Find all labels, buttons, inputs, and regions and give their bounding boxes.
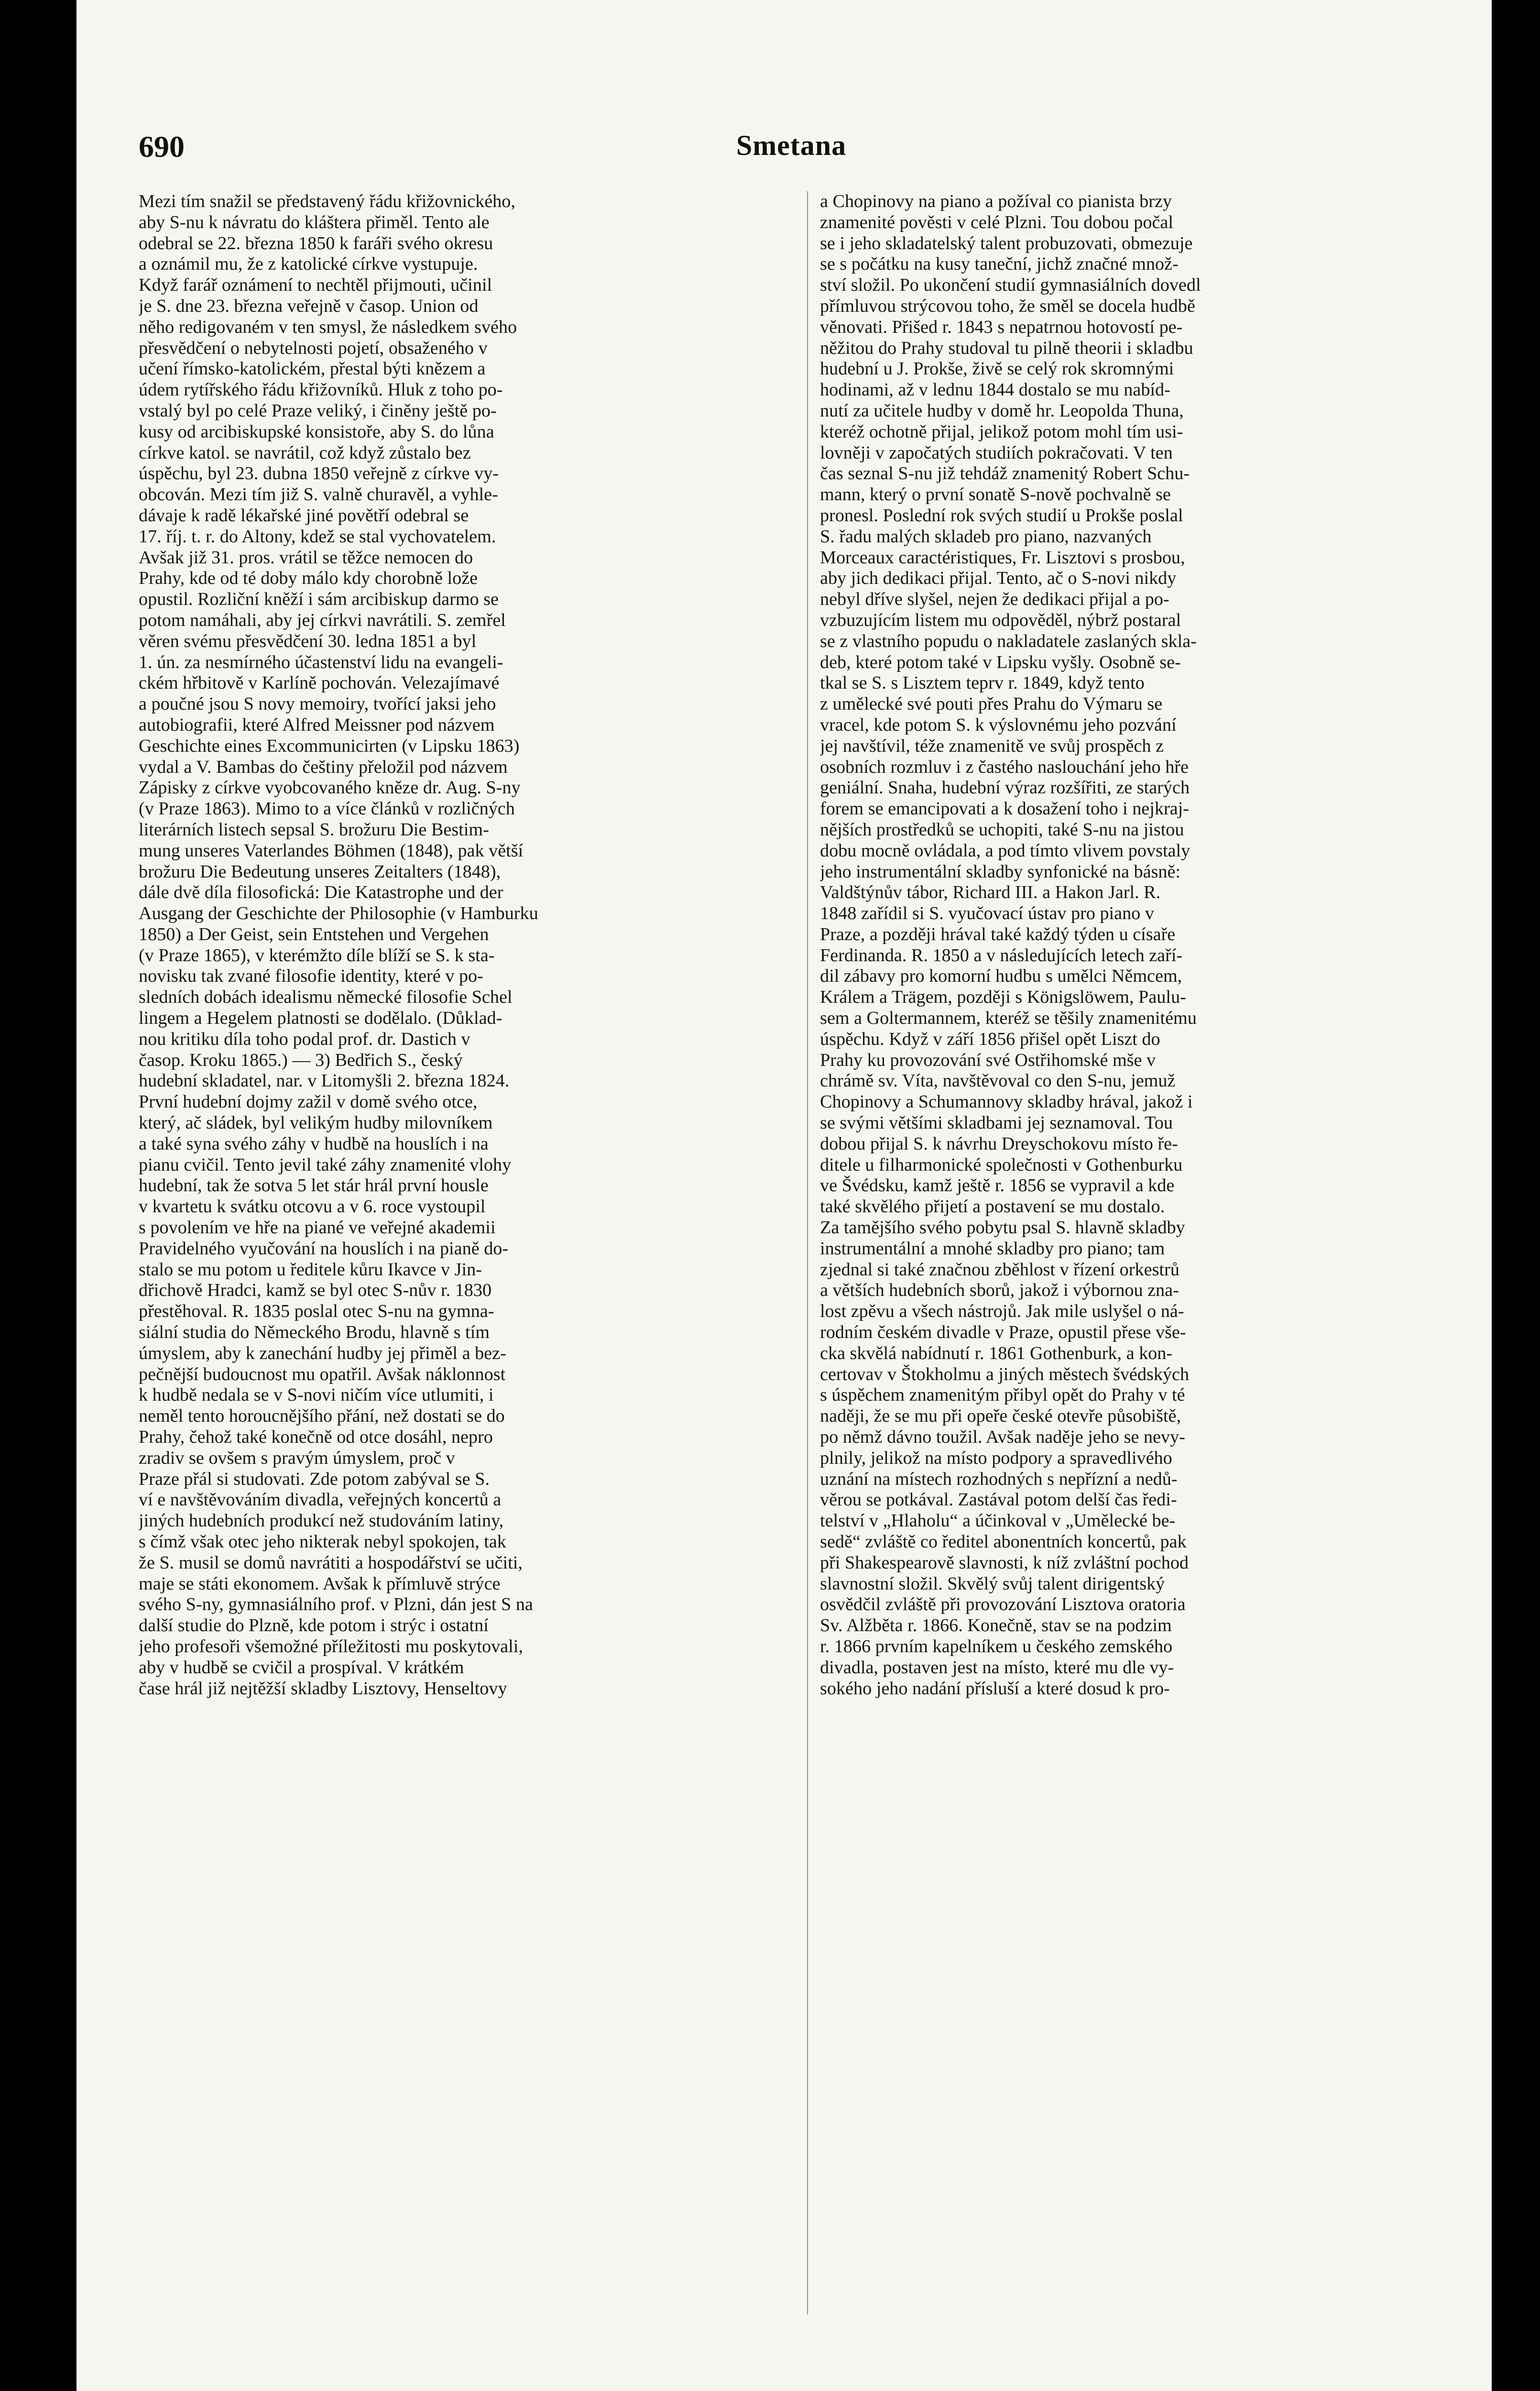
text-line: Morceaux caractéristiques, Fr. Lisztovi s prosbou, <box>820 547 1185 568</box>
text-line: První hudební dojmy zažil v domě svého otce, <box>139 1092 478 1112</box>
text-line: že S. musil se domů navrátiti a hospodářství se učiti, <box>139 1552 523 1573</box>
text-line: tkal se S. s Lisztem teprv r. 1849, když tento <box>820 673 1145 693</box>
text-line: se svými většími skladbami jej seznamoval. Tou <box>820 1113 1173 1133</box>
text-line: Králem a Trägem, později s Königslöwem, Paulu- <box>820 987 1186 1008</box>
text-line: kteréž ochotně přijal, jelikož potom mohl tím usi- <box>820 421 1183 442</box>
text-line: úspěchu, byl 23. dubna 1850 veřejně z církve vy- <box>139 463 499 484</box>
text-line: ditele u filharmonické společnosti v Gothenburku <box>820 1154 1183 1175</box>
text-line: ství složil. Po ukončení studií gymnasiálních dovedl <box>820 275 1201 296</box>
text-line: další studie do Plzně, kde potom i strýc i ostatní <box>139 1615 489 1636</box>
text-line: Zápisky z církve vyobcovaného kněze dr. Aug. S-ny <box>139 778 521 798</box>
text-line: deb, které potom také v Lipsku vyšly. Osobně se- <box>820 652 1181 672</box>
text-line: znamenité pověsti v celé Plzni. Tou dobou počal <box>820 212 1173 232</box>
text-line: kusy od arcibiskupské konsistoře, aby S. do lůna <box>139 421 494 442</box>
text-line: se z vlastního popudu o nakladatele zaslaných skla- <box>820 631 1197 651</box>
text-line: literárních listech sepsal S. brožuru Die Bestim- <box>139 819 489 840</box>
text-line: úmyslem, aby k zanechání hudby jej přiměl a bez- <box>139 1343 506 1363</box>
page-number: 690 <box>139 130 185 164</box>
text-line: aby v hudbě se cvičil a prospíval. V krátkém <box>139 1657 464 1678</box>
text-line: čase hrál již nejtěžší skladby Lisztovy, Henseltovy <box>139 1678 507 1699</box>
text-line: hudební u J. Prokše, živě se celý rok skromnými <box>820 359 1174 379</box>
text-line: Pravidelného vyučování na houslích i na pianě do- <box>139 1238 509 1259</box>
text-line: rodním českém divadle v Praze, opustil přese vše- <box>820 1322 1186 1343</box>
text-line: vzbuzujícím listem mu odpověděl, nýbrž postaral <box>820 610 1181 630</box>
column-divider <box>807 191 808 2314</box>
text-line: aby jich dedikaci přijal. Tento, ač o S-novi nikdy <box>820 568 1177 589</box>
text-line: neměl tento horoucnějšího přání, než dostati se do <box>139 1406 505 1426</box>
text-line: nutí za učitele hudby v domě hr. Leopolda Thuna, <box>820 400 1184 421</box>
text-line: přímluvou strýcovou toho, že směl se docela hudbě <box>820 296 1195 316</box>
text-line: přestěhoval. R. 1835 poslal otec S-nu na gymna- <box>139 1301 494 1322</box>
text-line: a Chopinovy na piano a požíval co pianista brzy <box>820 191 1172 211</box>
text-line: instrumentální a mnohé skladby pro piano; tam <box>820 1238 1165 1259</box>
running-head: Smetana <box>736 130 847 161</box>
text-line: siální studia do Německého Brodu, hlavně s tím <box>139 1322 490 1343</box>
text-line: dále dvě díla filosofická: Die Katastrophe und der <box>139 882 503 903</box>
text-line: Geschichte eines Excommunicirten (v Lipsku 1863) <box>139 735 520 756</box>
text-line: Chopinovy a Schumannovy skladby hrával, jakož i <box>820 1092 1193 1112</box>
text-line: odebral se 22. března 1850 k faráři svého okresu <box>139 233 493 253</box>
text-line: autobiografii, které Alfred Meissner pod názvem <box>139 714 495 735</box>
text-line: lingem a Hegelem platnosti se dodělalo. (Důklad- <box>139 1008 502 1029</box>
text-line: pečnější budoucnost mu opatřil. Avšak náklonnost <box>139 1364 506 1384</box>
text-line: Sv. Alžběta r. 1866. Konečně, stav se na podzim <box>820 1615 1172 1636</box>
text-line: po němž dávno toužil. Avšak naděje jeho se nevy- <box>820 1427 1185 1448</box>
text-line: Ferdinanda. R. 1850 a v následujících letech zaří- <box>820 945 1183 965</box>
text-line: (v Praze 1865), v kterémžto díle blíží se S. k sta- <box>139 945 495 965</box>
text-line: se i jeho skladatelský talent probuzovati, obmezuje <box>820 233 1193 253</box>
text-line: nebyl dříve slyšel, nejen že dedikaci přijal a po- <box>820 589 1169 610</box>
text-line: s povolením ve hře na piané ve veřejné akademii <box>139 1217 496 1238</box>
text-line: jeho instrumentální skladby synfonické na básně: <box>820 861 1181 882</box>
text-line: osobních rozmluv i z častého naslouchání jeho hře <box>820 757 1189 777</box>
text-line: sem a Goltermannem, kteréž se těšily znamenitému <box>820 1008 1197 1029</box>
text-line: hodinami, až v lednu 1844 dostalo se mu nabíd- <box>820 380 1170 400</box>
text-line: učení římsko-katolickém, přestal býti knězem a <box>139 359 486 379</box>
text-line: Ausgang der Geschichte der Philosophie (v Hamburku <box>139 903 538 924</box>
text-line: 1848 zařídil si S. vyučovací ústav pro piano v <box>820 903 1154 924</box>
text-line: přesvědčení o nebytelnosti pojetí, obsaženého v <box>139 338 488 358</box>
text-line: údem rytířského řádu křižovníků. Hluk z toho po- <box>139 380 503 400</box>
text-line: osvědčil zvláště při provozování Lisztova oratoria <box>820 1594 1186 1615</box>
text-line: cka skvělá nabídnutí r. 1861 Gothenburk, a kon- <box>820 1343 1173 1363</box>
text-line: 1850) a Der Geist, sein Entstehen und Vergehen <box>139 924 489 944</box>
text-line: úspěchu. Když v září 1856 přišel opět Liszt do <box>820 1029 1160 1049</box>
text-line: dobou přijal S. k návrhu Dreyschokovu místo ře- <box>820 1133 1178 1154</box>
text-line: dil zábavy pro komorní hudbu s umělci Němcem, <box>820 966 1182 987</box>
text-line: nějších prostředků se uchopiti, také S-nu na jistou <box>820 819 1184 840</box>
text-line: a poučné jsou S novy memoiry, tvořící jaksi jeho <box>139 694 496 714</box>
text-line: v kvartetu k svátku otcovu a v 6. roce vystoupil <box>139 1196 486 1217</box>
text-line: z umělecké své pouti přes Prahu do Výmaru se <box>820 694 1163 714</box>
text-line: k hudbě nedala se v S-novi ničím více utlumiti, i <box>139 1385 494 1405</box>
text-line: lovněji v započatých studiích pokračovati. V ten <box>820 442 1173 463</box>
text-line: S. řadu malých skladeb pro piano, nazvaných <box>820 526 1152 547</box>
text-line: plnily, jelikož na místo podpory a spravedlivého <box>820 1448 1172 1468</box>
text-line: Avšak již 31. pros. vrátil se těžce nemocen do <box>139 547 473 568</box>
text-line: čas seznal S-nu již tehdáž znamenitý Robert Schu- <box>820 463 1190 484</box>
text-line: aby S-nu k návratu do kláštera přiměl. Tento ale <box>139 212 490 232</box>
text-line: mung unseres Vaterlandes Böhmen (1848), pak větší <box>139 840 524 861</box>
text-line: obcován. Mezi tím již S. valně churavěl, a vyhle- <box>139 484 498 505</box>
text-line: sedě“ zvláště co ředitel abonentních koncertů, pak <box>820 1532 1187 1552</box>
text-line: geniální. Snaha, hudební výraz rozšířiti, ze starých <box>820 778 1190 798</box>
text-line: divadla, postaven jest na místo, které mu dle vy- <box>820 1657 1174 1678</box>
text-line: 17. říj. t. r. do Altony, kdež se stal vychovatelem. <box>139 526 496 547</box>
text-line: ckém hřbitově v Karlíně pochován. Velezajímavé <box>139 673 500 693</box>
left-text-column <box>139 191 779 1699</box>
text-line: r. 1866 prvním kapelníkem u českého zemského <box>820 1636 1173 1656</box>
text-line: také skvělého přijetí a postavení se mu dostalo. <box>820 1196 1165 1217</box>
text-line: forem se emancipovati a k dosažení toho i nejkraj- <box>820 799 1189 819</box>
text-line: věnovati. Přišed r. 1843 s nepatrnou hotovostí pe- <box>820 317 1183 337</box>
text-line: věrou se potkával. Zastával potom delší čas ředi- <box>820 1490 1177 1510</box>
text-line: dávaje k radě lékařské jiné povětří odebral se <box>139 505 469 526</box>
text-line: novisku tak zvané filosofie identity, které v po- <box>139 966 483 987</box>
text-line: brožuru Die Bedeutung unseres Zeitalters (1848), <box>139 861 501 882</box>
text-line: při Shakespearově slavnosti, k níž zvláštní pochod <box>820 1552 1189 1573</box>
text-line: se s počátku na kusy taneční, jichž značné množ- <box>820 254 1179 274</box>
text-line: Když farář oznámení to nechtěl přijmouti, učinil <box>139 275 492 296</box>
text-line: a oznámil mu, že z katolické církve vystupuje. <box>139 254 478 274</box>
text-line: zradiv se ovšem s pravým úmyslem, proč v <box>139 1448 455 1468</box>
text-line: uznání na místech rozhodných s nepřízní a nedů- <box>820 1469 1178 1489</box>
text-line: jeho profesoři všemožné příležitosti mu poskytovali, <box>139 1636 523 1656</box>
text-line: jej navštívil, téže znamenitě ve svůj prospěch z <box>820 735 1164 756</box>
text-line: hudební skladatel, nar. v Litomyšli 2. března 1824. <box>139 1071 510 1091</box>
text-line: Za tamějšího svého pobytu psal S. hlavně skladby <box>820 1217 1185 1238</box>
text-line: opustil. Rozliční kněží i sám arcibiskup darmo se <box>139 589 499 610</box>
page-header <box>139 129 1444 172</box>
text-line: církve katol. se navrátil, což když zůstalo bez <box>139 442 471 463</box>
text-line: sokého jeho nadání přísluší a které dosud k pro- <box>820 1678 1170 1699</box>
text-line: s úspěchem znamenitým přibyl opět do Prahy v té <box>820 1385 1185 1405</box>
text-line: 1. ún. za nesmírného účastenství lidu na evangeli- <box>139 652 503 672</box>
text-line: zjednal si také značnou zběhlost v řízení orkestrů <box>820 1259 1180 1280</box>
text-line: chrámě sv. Víta, navštěvoval co den S-nu, jemuž <box>820 1071 1176 1091</box>
text-line: telství v „Hlaholu“ a účinkoval v „Umělecké be- <box>820 1511 1176 1531</box>
text-line: něžitou do Prahy studoval tu pilně theorii i skladbu <box>820 338 1193 358</box>
text-line: potom namáhali, aby jej církvi navrátili. S. zemřel <box>139 610 506 630</box>
text-line: a větších hudebních sborů, jakož i výbornou zna- <box>820 1280 1179 1301</box>
text-line: Praze, a později hrával také každý týden u císaře <box>820 924 1176 944</box>
text-line: naději, že se mu při opeře české otevře působiště, <box>820 1406 1181 1426</box>
text-line: sledních dobách idealismu německé filosofie Schel <box>139 987 513 1008</box>
text-line: certovav v Štokholmu a jiných městech švédských <box>820 1364 1190 1384</box>
right-text-column <box>820 191 1461 1699</box>
text-line: vydal a V. Bambas do češtiny přeložil pod názvem <box>139 757 508 777</box>
text-line: vracel, kde potom S. k výslovnému jeho pozvání <box>820 714 1177 735</box>
text-line: je S. dne 23. března veřejně v časop. Union od <box>139 296 479 316</box>
text-line: Praze přál si studovati. Zde potom zabýval se S. <box>139 1469 490 1489</box>
text-line: maje se státi ekonomem. Avšak k přímluvě strýce <box>139 1573 501 1594</box>
text-line: vstalý byl po celé Praze veliký, i činěny ještě po- <box>139 400 497 421</box>
text-line: hudební, tak že sotva 5 let stár hrál první housle <box>139 1175 489 1196</box>
text-line: pianu cvičil. Tento jevil také záhy znamenité vlohy <box>139 1154 512 1175</box>
text-line: Prahy, čehož také konečně od otce dosáhl, nepro <box>139 1427 493 1448</box>
text-line: mann, který o první sonatě S-nově pochvalně se <box>820 484 1171 505</box>
text-line: (v Praze 1863). Mimo to a více článků v rozličných <box>139 799 515 819</box>
text-line: dobu mocně ovládala, a pod tímto vlivem povstaly <box>820 840 1190 861</box>
text-line: stalo se mu potom u ředitele kůru Ikavce v Jin- <box>139 1259 482 1280</box>
text-line: s čímž však otec jeho nikterak nebyl spokojen, tak <box>139 1532 506 1552</box>
text-line: ve Švédsku, kamž ještě r. 1856 se vypravil a kde <box>820 1175 1175 1196</box>
text-line: věren svému přesvědčení 30. ledna 1851 a byl <box>139 631 477 651</box>
text-line: Prahy, kde od té doby málo kdy chorobně lože <box>139 568 478 589</box>
text-line: Prahy ku provozování své Ostřihomské mše v <box>820 1050 1156 1070</box>
text-line: něho redigovaném v ten smysl, že následkem svého <box>139 317 517 337</box>
text-line: slavnostní složil. Skvělý svůj talent dirigentský <box>820 1573 1165 1594</box>
text-line: časop. Kroku 1865.) — 3) Bedřich S., český <box>139 1050 463 1070</box>
text-line: dřichově Hradci, kamž se byl otec S-nův r. 1830 <box>139 1280 492 1301</box>
text-line: ví e navštěvováním divadla, veřejných koncertů a <box>139 1490 502 1510</box>
text-line: a také syna svého záhy v hudbě na houslích i na <box>139 1133 489 1154</box>
text-line: svého S-ny, gymnasiálního prof. v Plzni, dán jest S na <box>139 1594 533 1615</box>
text-line: nou kritiku díla toho podal prof. dr. Dastich v <box>139 1029 470 1049</box>
text-line: pronesl. Poslední rok svých studií u Prokše poslal <box>820 505 1183 526</box>
text-line: který, ač sládek, byl velikým hudby milovníkem <box>139 1113 493 1133</box>
text-line: Valdštýnův tábor, Richard III. a Hakon Jarl. R. <box>820 882 1161 903</box>
text-line: Mezi tím snažil se představený řádu křižovnického, <box>139 191 515 211</box>
text-line: jiných hudebních produkcí než studováním latiny, <box>139 1511 504 1531</box>
text-line: lost zpěvu a všech nástrojů. Jak mile uslyšel o ná- <box>820 1301 1184 1322</box>
